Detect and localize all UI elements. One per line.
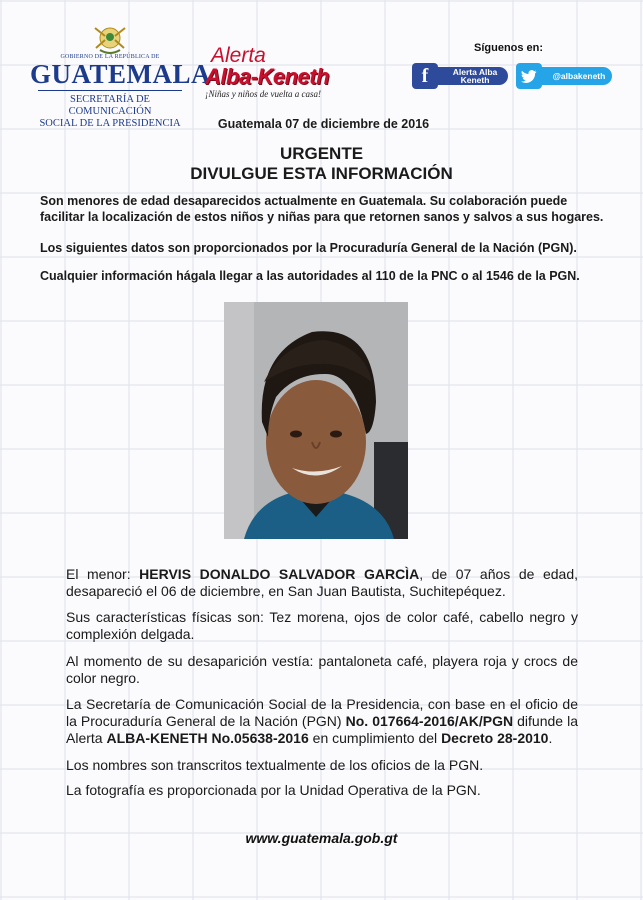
coat-of-arms-icon bbox=[91, 22, 129, 54]
urgent-line-2: DIVULGUE ESTA INFORMACIÓN bbox=[190, 164, 453, 183]
case-clothing-description: Al momento de su desaparición vestía: pantaloneta café, playera roja y crocs de color negro. bbox=[66, 653, 578, 686]
case-legal-paragraph: La Secretaría de Comunicación Social de la Presidencia, con base en el oficio de la Procuraduría General de la Nación (PGN) No. 017664-2016/AK/PGN difunde la Alerta ALBA-KENETH No.05638-2016 en cumplimiento del Decreto 28-2010. bbox=[66, 696, 578, 746]
alba-keneth-tagline: ¡Niñas y niños de vuelta a casa! bbox=[205, 89, 321, 99]
secretaria-line-1: SECRETARÍA DE COMUNICACIÓN bbox=[68, 94, 152, 117]
follow-label: Síguenos en: bbox=[474, 42, 544, 54]
facebook-icon: f bbox=[412, 63, 438, 89]
government-logo bbox=[30, 22, 212, 130]
urgent-line-1: URGENTE bbox=[279, 144, 364, 163]
facebook-label: Alerta Alba Keneth bbox=[434, 67, 508, 85]
oficio-number: No. 017664-2016/AK/PGN bbox=[345, 713, 514, 729]
case-names-note: Los nombres son transcritos textualmente de los oficios de la PGN. bbox=[66, 757, 484, 773]
intro-paragraph-1: Son menores de edad desaparecidos actualmente en Guatemala. Su colaboración puede facilitar la localización de estos niños y niñas para que retornen sanos y salvos a sus hogares. bbox=[40, 194, 604, 224]
gov-name: GUATEMALA bbox=[30, 59, 212, 89]
gov-divider bbox=[38, 90, 182, 91]
twitter-bird-icon bbox=[516, 63, 542, 89]
decreto-number: Decreto 28-2010 bbox=[441, 730, 549, 746]
alba-keneth-word: Alba-Keneth bbox=[205, 64, 330, 89]
facebook-link[interactable] bbox=[412, 66, 508, 86]
alba-keneth-logo bbox=[205, 46, 335, 99]
twitter-label: @albakeneth bbox=[538, 67, 612, 85]
intro-paragraph-3: Cualquier información hágala llegar a las autoridades al 110 de la PNC o al 1546 de la PGN. bbox=[40, 269, 580, 283]
case-physical-description: Sus características físicas son: Tez morena, ojos de color café, cabello negro y complexión delgada. bbox=[66, 609, 578, 642]
secretaria-line-2: SOCIAL DE LA PRESIDENCIA bbox=[39, 118, 181, 129]
website-link[interactable]: www.guatemala.gob.gt bbox=[245, 830, 398, 846]
child-name: HERVIS DONALDO SALVADOR GARCÌA bbox=[139, 566, 420, 582]
missing-child-photo bbox=[224, 302, 408, 539]
alert-date: Guatemala 07 de diciembre de 2016 bbox=[217, 117, 430, 131]
alerta-number: ALBA-KENETH No.05638-2016 bbox=[106, 730, 309, 746]
case-photo-note: La fotografía es proporcionada por la Unidad Operativa de la PGN. bbox=[66, 782, 481, 798]
intro-paragraph-2: Los siguientes datos son proporcionados por la Procuraduría General de la Nación (PGN). bbox=[40, 241, 577, 255]
case-paragraph-1: El menor: HERVIS DONALDO SALVADOR GARCÌA, de 07 años de edad, desapareció el 06 de diciembre, en San Juan Bautista, Suchitepéquez. bbox=[66, 566, 578, 599]
gov-small-label: GOBIERNO DE LA REPÚBLICA DE bbox=[60, 54, 160, 60]
twitter-link[interactable] bbox=[516, 66, 612, 86]
alerta-word: Alerta bbox=[211, 44, 266, 67]
urgent-heading bbox=[0, 144, 643, 184]
